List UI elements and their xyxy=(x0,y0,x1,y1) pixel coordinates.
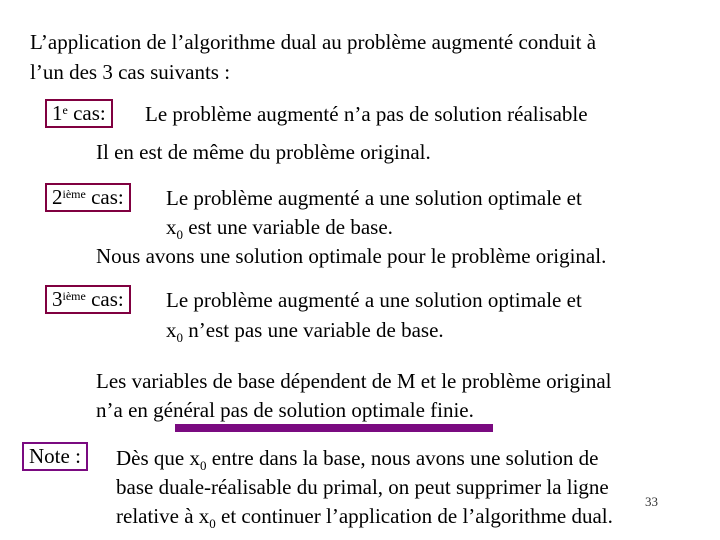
case1-text: Le problème augmenté n’a pas de solution réalisable xyxy=(145,102,588,126)
case1-label: 1e cas: xyxy=(45,99,113,128)
note-label: Note : xyxy=(22,442,88,471)
case2-text-line2: $x_0$ est une variable de base. xyxy=(166,215,393,242)
case3-conclusion-line1: Les variables de base dépendent de M et le problème original xyxy=(96,369,612,393)
case2-text-line1: Le problème augmenté a une solution optimale et xyxy=(166,186,582,210)
note-line-1: Dès que $x_0$ entre dans la base, nous avons une solution de xyxy=(116,446,599,473)
case3-text-line2: $x_0$ n’est pas une variable de base. xyxy=(166,318,444,345)
intro-line-2: l’un des 3 cas suivants : xyxy=(30,60,231,84)
case3-text-line1: Le problème augmenté a une solution optimale et xyxy=(166,288,582,312)
case1-conclusion: Il en est de même du problème original. xyxy=(96,140,431,164)
case3-label: 3ième cas: xyxy=(45,285,131,314)
page-number: 33 xyxy=(645,494,658,509)
case3-conclusion-line2: n’a en général pas de solution optimale finie. xyxy=(96,398,474,422)
highlight-bar xyxy=(175,424,493,432)
note-line-3: relative à $x_0$ et continuer l’application de l’algorithme dual. xyxy=(116,504,613,531)
intro-line-1: L’application de l’algorithme dual au problème augmenté conduit à xyxy=(30,30,597,54)
case2-conclusion: Nous avons une solution optimale pour le problème original. xyxy=(96,244,607,268)
case2-label: 2ième cas: xyxy=(45,183,131,212)
note-line-2: base duale-réalisable du primal, on peut supprimer la ligne xyxy=(116,475,609,499)
